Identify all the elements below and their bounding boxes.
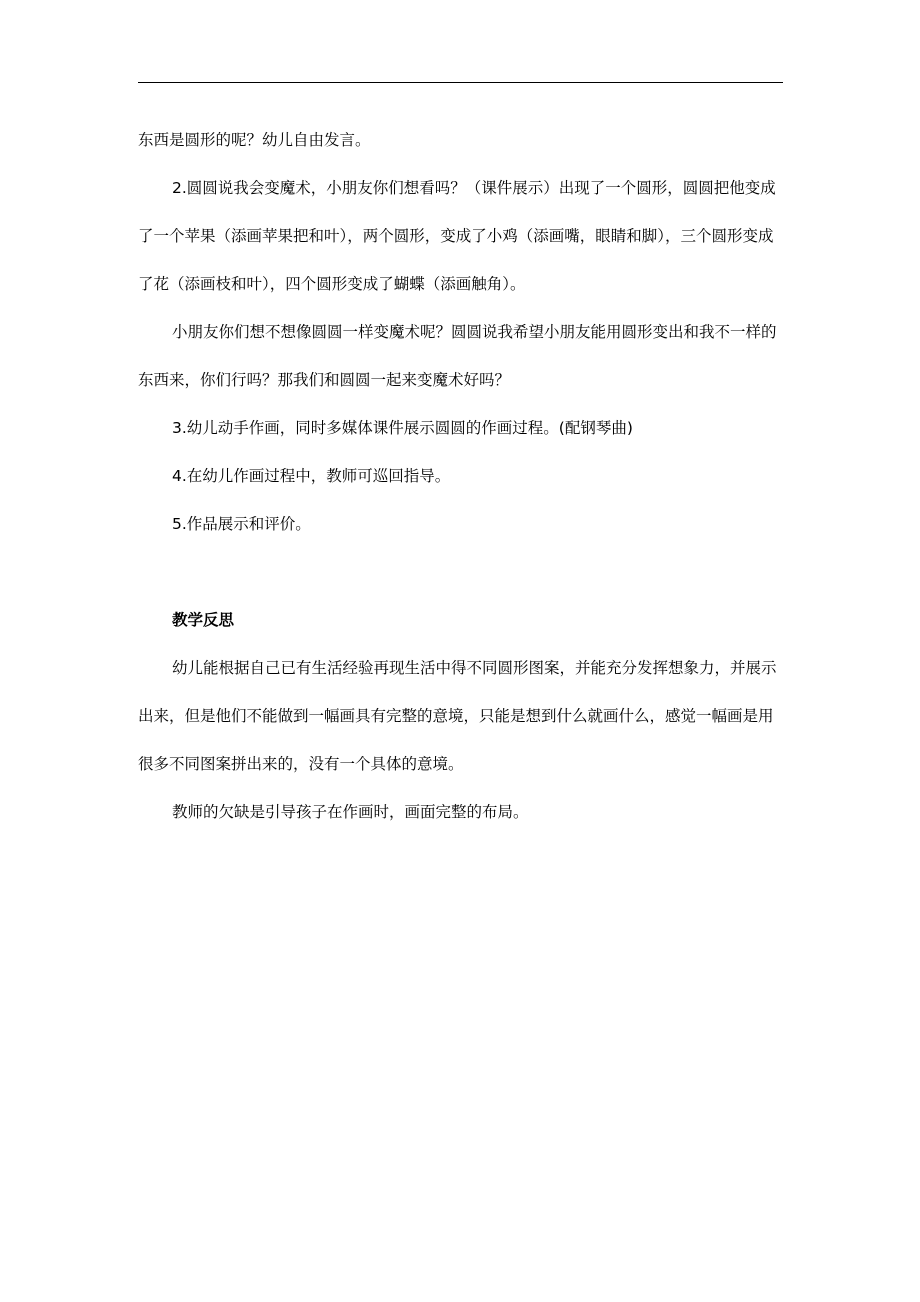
document-body <box>138 116 783 836</box>
paragraph-reflection: 幼儿能根据自己已有生活经验再现生活中得不同圆形图案，并能充分发挥想象力，并展示出来，但是他们不能做到一幅画具有完整的意境，只能是想到什么就画什么，感觉一幅画是用很多不同图案拼出来的，没有一个具体的意境。 <box>138 659 777 773</box>
paragraph-step-4: 4.在幼儿作画过程中，教师可巡回指导。 <box>172 467 451 485</box>
paragraph-intro-continuation: 东西是圆形的呢？幼儿自由发言。 <box>138 131 371 149</box>
section-heading-reflection: 教学反思 <box>172 611 235 629</box>
paragraph-teacher-shortcoming: 教师的欠缺是引导孩子在作画时，画面完整的布局。 <box>172 803 529 821</box>
header-rule <box>138 82 783 83</box>
paragraph-invitation: 小朋友你们想不想像圆圆一样变魔术呢？圆圆说我希望小朋友能用圆形变出和我不一样的东西来，你们行吗？那我们和圆圆一起来变魔术好吗？ <box>138 323 777 389</box>
paragraph-step-2: 2.圆圆说我会变魔术，小朋友你们想看吗？（课件展示）出现了一个圆形，圆圆把他变成了一个苹果（添画苹果把和叶），两个圆形，变成了小鸡（添画嘴，眼睛和脚），三个圆形变成了花（添画枝和叶），四个圆形变成了蝴蝶（添画触角）。 <box>138 179 776 293</box>
paragraph-step-5: 5.作品展示和评价。 <box>172 515 311 533</box>
section-spacer <box>138 548 783 596</box>
paragraph-step-3: 3.幼儿动手作画，同时多媒体课件展示圆圆的作画过程。(配钢琴曲) <box>172 419 633 437</box>
